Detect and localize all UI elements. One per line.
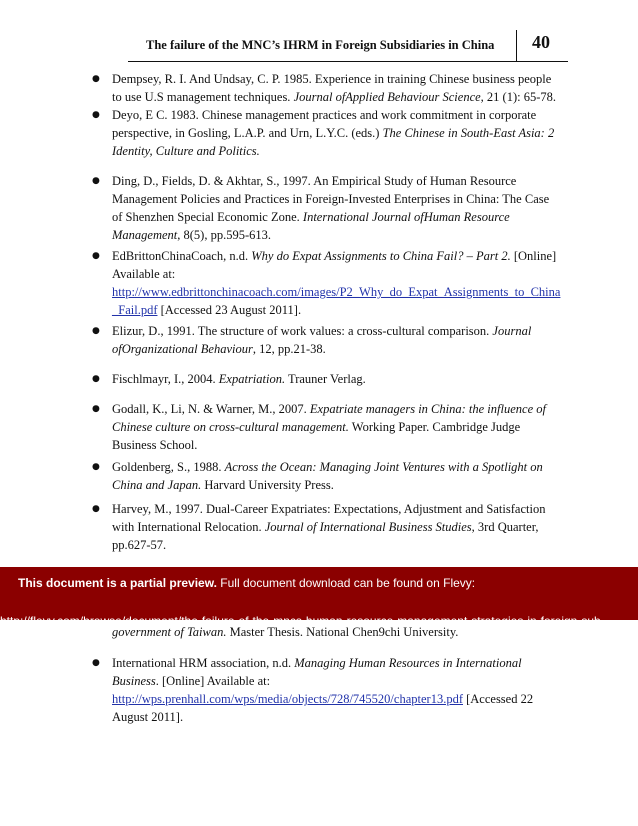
italic-text: Management (112, 228, 178, 242)
preview-notice-text: Full document download can be found on Flevy: (220, 576, 476, 590)
entry-line (112, 500, 572, 518)
bullet-icon: ● (92, 74, 100, 84)
entry-line (112, 208, 572, 226)
italic-text: Expatriation. (218, 372, 286, 386)
entry-line (112, 70, 572, 88)
entry-text-block (112, 70, 572, 106)
bullet-icon: ● (92, 658, 100, 668)
italic-text: China and Japan. (112, 478, 202, 492)
entry-line (112, 190, 572, 208)
entry-text-block (112, 400, 572, 454)
document-title: The failure of the MNC’s IHRM in Foreign Subsidiaries in China (146, 38, 495, 52)
entry-text: International HRM association, n.d. (112, 656, 295, 670)
entry-text-block (112, 458, 572, 494)
italic-text: Across the Ocean: Managing Joint Ventures with a Spotlight on (224, 460, 543, 474)
entry-text: Godall, K., Li, N. & Warner, M., 2007. (112, 402, 310, 416)
italic-text: Managing Human Resources in International (294, 656, 522, 670)
italic-text: Journal ofApplied Behaviour Science, (293, 90, 484, 104)
entry-text: perspective, in Gosling, L.A.P. and Urn, L.Y.C. (eds.) (112, 126, 383, 140)
bullet-icon: ● (92, 110, 100, 120)
preview-banner (0, 567, 638, 620)
entry-text-block (112, 322, 572, 358)
italic-text: Journal of International Business Studies (264, 520, 472, 534)
entry-text-block (112, 172, 572, 244)
entry-text: Master Thesis. National Chen9chi University. (226, 625, 459, 639)
entry-line (112, 340, 572, 358)
entry-line (112, 476, 572, 494)
entry-line (112, 458, 572, 476)
entry-text-block (112, 106, 572, 160)
entry-text: , 3rd Quarter, (471, 520, 539, 534)
entry-line (112, 172, 572, 190)
bullet-icon: ● (92, 326, 100, 336)
entry-text-block (112, 654, 572, 726)
italic-text: Identity, Culture and Politics. (112, 144, 260, 158)
italic-text: International Journal ofHuman Resource (302, 210, 510, 224)
entry-line (112, 265, 572, 283)
entry-text: August 2011]. (112, 710, 184, 724)
italic-text: government of Taiwan. (112, 625, 227, 639)
entry-text: EdBrittonChinaCoach, n.d. (112, 249, 252, 263)
entry-text: pp.627-57. (112, 538, 167, 552)
entry-text: Goldenberg, S., 1988. (112, 460, 225, 474)
entry-text: . [Online] Available at: (155, 674, 271, 688)
page-number: 40 (532, 32, 550, 52)
italic-text: Why do Expat Assignments to China Fail? – Part 2. (251, 249, 511, 263)
entry-text: Ding, D., Fields, D. & Akhtar, S., 1997. An Empirical Study of Human Resource (112, 174, 517, 188)
entry-text: 21 (1): 65-78. (483, 90, 557, 104)
entry-line (112, 283, 572, 301)
entry-text: [Accessed 23 August 2011]. (157, 303, 302, 317)
reference-url-link[interactable]: http://www.edbrittonchinacoach.com/images/P2_Why_do_Expat_Assignments_to_China (112, 285, 561, 299)
italic-text: Expatriate managers in China: the influence of (309, 402, 546, 416)
reference-url-link[interactable]: http://wps.prenhall.com/wps/media/objects/728/745520/chapter13.pdf (112, 692, 463, 706)
preview-notice (18, 576, 475, 590)
bullet-icon: ● (92, 504, 100, 514)
entry-line (112, 124, 572, 142)
entry-line (112, 690, 572, 708)
entry-text: [Accessed 22 (462, 692, 534, 706)
italic-text: ofOrganizational Behaviour (112, 342, 253, 356)
entry-text: , 8(5), pp.595-613. (177, 228, 272, 242)
bullet-icon: ● (92, 404, 100, 414)
entry-line (112, 418, 572, 436)
bullet-icon: ● (92, 374, 100, 384)
entry-line (112, 88, 572, 106)
entry-text: [Online] (510, 249, 557, 263)
entry-line (112, 436, 572, 454)
entry-line (112, 672, 572, 690)
italic-text: Chinese culture on cross-cultural management. (112, 420, 349, 434)
entry-text: Trauner Verlag. (285, 372, 366, 386)
entry-line (112, 370, 572, 388)
bullet-icon: ● (92, 176, 100, 186)
entry-line (112, 247, 572, 265)
entry-text: , 12, pp.21-38. (252, 342, 326, 356)
preview-notice-bold: This document is a partial preview. (18, 576, 217, 590)
entry-line (112, 226, 572, 244)
italic-text: Business (112, 674, 156, 688)
flevy-download-link[interactable]: http://flevy.com/browse/document/the-failure-of-the-mncs-human-resource-management-strategies-in-foreign-sub (0, 614, 601, 628)
italic-text: The Chinese in South-East Asia: 2 (382, 126, 555, 140)
entry-line (112, 301, 572, 319)
entry-text: Harvard University Press. (201, 478, 334, 492)
entry-text: Deyo, E C. 1983. Chinese management practices and work commitment in corporate (112, 108, 537, 122)
entry-text: Management Policies and Practices in Foreign-Invested Enterprises in China: The Case (112, 192, 550, 206)
entry-text: Business School. (112, 438, 198, 452)
entry-text: of Shenzhen Special Economic Zone. (112, 210, 303, 224)
entry-line (112, 518, 572, 536)
entry-text: Harvey, M., 1997. Dual-Career Expatriates: Expectations, Adjustment and Satisfaction (112, 502, 546, 516)
entry-text: Dempsey, R. I. And Undsay, C. P. 1985. Experience in training Chinese business people (112, 72, 552, 86)
entry-line (112, 708, 572, 726)
entry-line (112, 536, 572, 554)
entry-text-block (112, 370, 572, 388)
entry-line (112, 106, 572, 124)
reference-url-link[interactable]: _Fail.pdf (112, 303, 158, 317)
entry-text: with International Relocation. (112, 520, 265, 534)
entry-line (112, 322, 572, 340)
entry-text: Available at: (112, 267, 176, 281)
entry-line (112, 400, 572, 418)
italic-text: Journal (492, 324, 532, 338)
entry-text: to use U.S management techniques. (112, 90, 294, 104)
entry-text-block (112, 500, 572, 554)
entry-text: Fischlmayr, I., 2004. (112, 372, 219, 386)
entry-text-block (112, 247, 572, 319)
bullet-icon: ● (92, 462, 100, 472)
entry-line (112, 654, 572, 672)
entry-text: Elizur, D., 1991. The structure of work values: a cross-cultural comparison. (112, 324, 493, 338)
entry-line (112, 142, 572, 160)
bullet-icon: ● (92, 251, 100, 261)
entry-text: Working Paper. Cambridge Judge (348, 420, 521, 434)
